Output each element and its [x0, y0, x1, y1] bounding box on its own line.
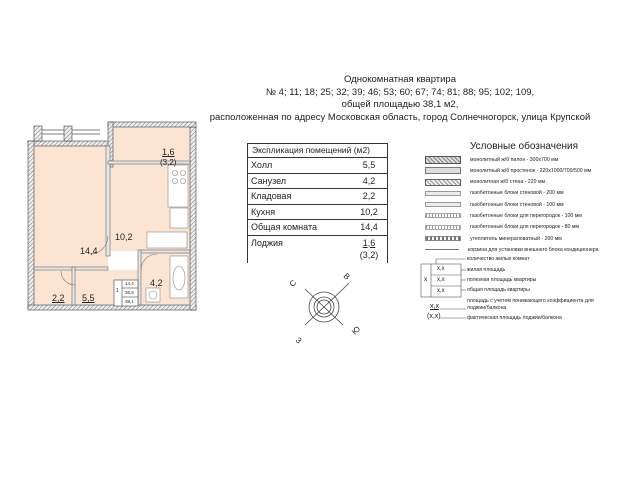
stamp-key-x: х — [424, 276, 428, 283]
loggia-area: 1,6 — [162, 147, 175, 157]
legend-item: газобетонные блоки для перегородок - 100 мм — [425, 210, 640, 221]
legend-item: монолитный ж/б пилон - 300х700 мм — [425, 154, 640, 165]
stamp-key-xx3: х,х — [437, 288, 445, 294]
loggia-key-reduced2: лоджии/балкона — [467, 305, 507, 311]
title-line-1: Однокомнатная квартира — [344, 74, 456, 85]
stamp-key-xx2: х,х — [437, 277, 445, 283]
compass-north: С — [287, 278, 299, 289]
legend-item: газобетонные блоки для перегородок - 80 мм — [425, 222, 640, 233]
stamp-key-useful: полезная площадь квартиры — [467, 277, 537, 283]
loggia-key-actual: фактическая площадь лоджии/балкона — [467, 315, 562, 321]
stamp-key-xx1: х,х — [437, 266, 445, 272]
compass-west: З — [293, 335, 304, 346]
room-name: Кладовая — [251, 191, 292, 201]
legend-item: монолитный ж/б простенок - 220х1000/700/500 мм — [425, 165, 640, 176]
living-area: 14,4 — [80, 246, 98, 256]
bath-area: 4,2 — [150, 278, 163, 288]
title-line-4: расположенная по адресу Московская область, город Солнечногорск, улица Крупской — [209, 111, 591, 123]
compass-south: Ю — [350, 324, 363, 337]
title-line-3: общей площадью 38,1 м2, — [341, 99, 459, 110]
stamp-total: 38,1 — [125, 299, 134, 304]
loggia-key-xx: х,х — [430, 303, 439, 310]
stamp-count: 1 — [116, 288, 119, 294]
loggia-key-reduced: площадь с учетом понижающего коэффициента для — [467, 298, 594, 304]
explication-title: Экспликация помещений (м2) — [247, 143, 388, 158]
room-value: 14,4 — [360, 222, 378, 232]
room-value: 4,2 — [362, 175, 376, 186]
room-name: Санузел — [251, 175, 287, 186]
stamp-key-living: жилая площадь — [467, 267, 506, 273]
stamp-key-rooms: количество жилых комнат — [467, 256, 530, 262]
stamp-useful: 36,5 — [125, 290, 134, 295]
room-value: 10,2 — [360, 206, 378, 217]
room-value-full: (3,2) — [359, 249, 379, 260]
hall-area: 5,5 — [82, 293, 95, 303]
legend-item: корзина для установки внешнего блока кондиционера — [425, 244, 640, 255]
kitchen-area: 10,2 — [115, 232, 133, 242]
room-value: 5,5 — [362, 160, 376, 170]
room-value: 2,2 — [362, 191, 376, 201]
legend-item: газобетонные блоки стеновой - 200 мм — [425, 188, 640, 199]
loggia-key-xx-paren: (х,х) — [427, 313, 441, 320]
room-name: Холл — [251, 160, 273, 170]
legend-item: утеплитель минераловатный - 200 мм — [425, 233, 640, 244]
legend-item: газобетонные блоки стеновой - 100 мм — [425, 199, 640, 210]
stamp-key-total: общая площадь квартиры — [467, 287, 530, 293]
room-name: Лоджия — [251, 237, 283, 248]
storage-area: 2,2 — [52, 293, 65, 303]
room-name: Кухня — [251, 206, 276, 217]
compass-east: В — [341, 271, 352, 282]
title-line-2: № 4; 11; 18; 25; 32; 39; 46; 53; 60; 67; 74; 81; 88; 95; 102; 109, — [265, 86, 535, 98]
room-name: Общая комната — [251, 222, 317, 232]
stamp-living: 14,4 — [125, 281, 134, 286]
room-value: 1,6 — [362, 237, 376, 248]
loggia-full-area: (3,2) — [160, 158, 177, 167]
legend-item: монолитная ж/б стена - 220 мм — [425, 177, 640, 188]
legend-title: Условные обозначения — [470, 141, 579, 152]
